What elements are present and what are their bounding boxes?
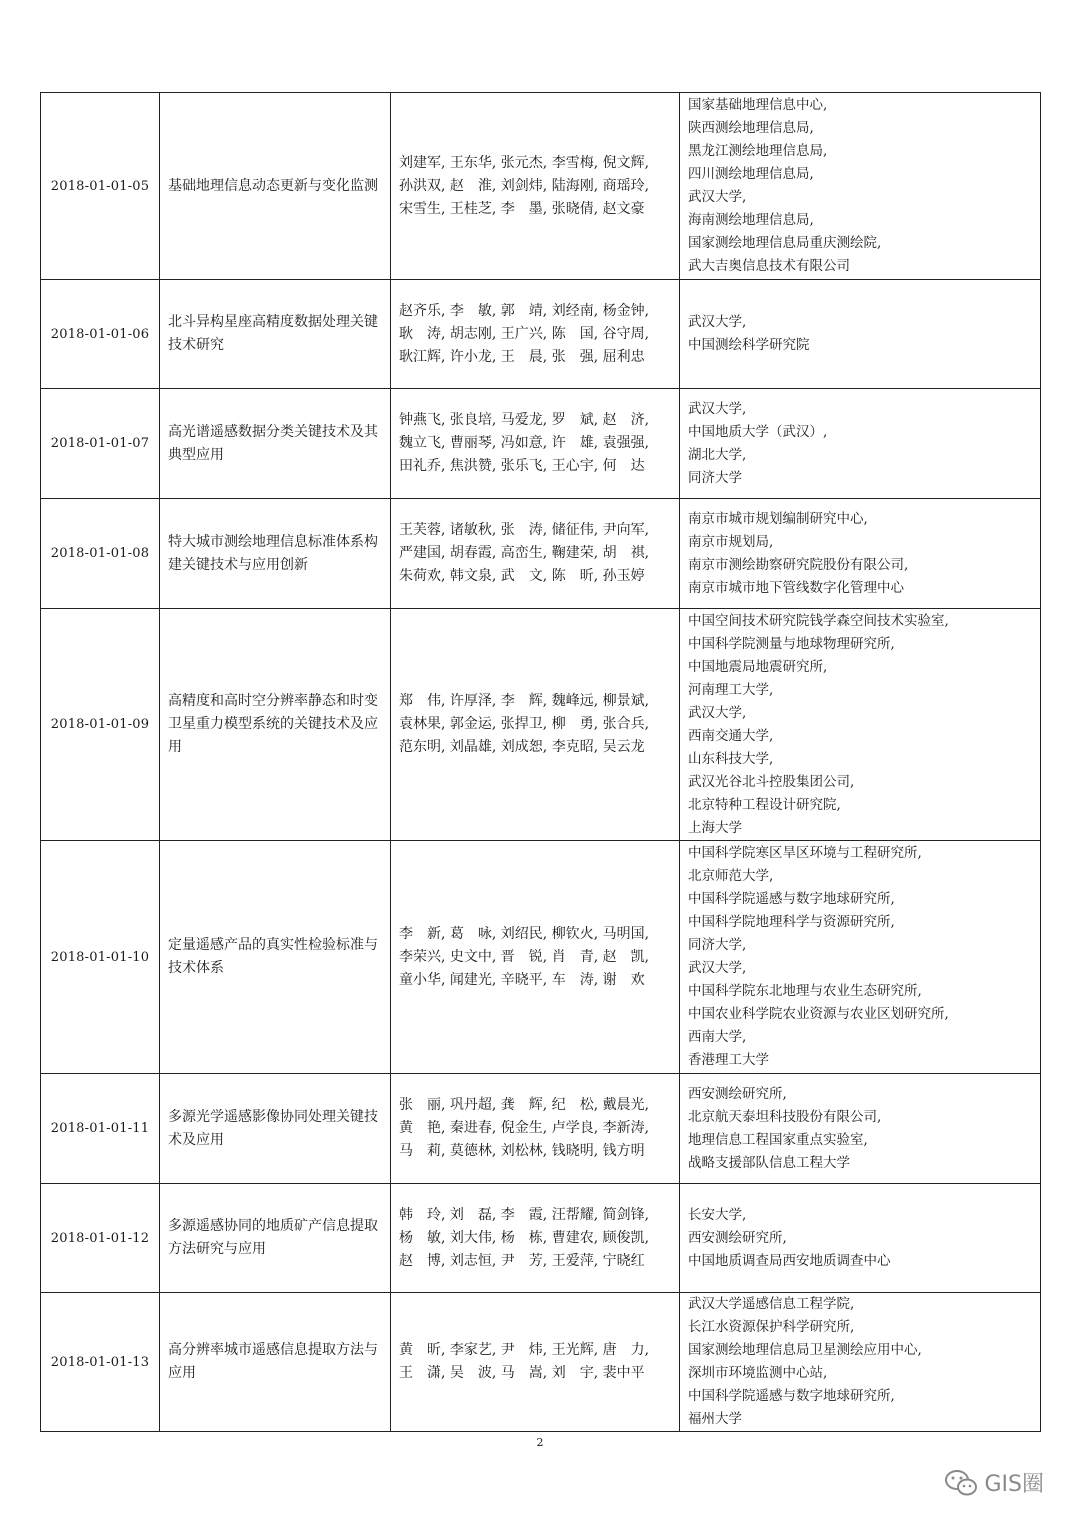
project-people: 赵齐乐, 李 敏, 郭 靖, 刘经南, 杨金钟, 耿 涛, 胡志刚, 王广兴, 陈 国, 谷守周, 耿江辉, 许小龙, 王 晨, 张 强, 屈利忠 [391, 280, 680, 389]
project-people: 李 新, 葛 咏, 刘绍民, 柳钦火, 马明国, 李荣兴, 史文中, 晋 锐, 肖 青, 赵 凯, 童小华, 闻建光, 辛晓平, 车 涛, 谢 欢 [391, 841, 680, 1074]
watermark [944, 1467, 1044, 1498]
project-title: 高精度和高时空分辨率静态和时变卫星重力模型系统的关键技术及应用 [160, 609, 391, 841]
project-id: 2018-01-01-09 [41, 609, 160, 841]
page-number: 2 [536, 1436, 544, 1449]
table-row [41, 93, 1041, 280]
table-row [41, 499, 1041, 609]
project-title: 基础地理信息动态更新与变化监测 [160, 93, 391, 280]
wechat-icon [944, 1469, 978, 1497]
table-row [41, 1184, 1041, 1293]
project-people: 郑 伟, 许厚泽, 李 辉, 魏峰远, 柳景斌, 袁林果, 郭金运, 张捍卫, 柳 勇, 张合兵, 范东明, 刘晶雄, 刘成恕, 李克昭, 吴云龙 [391, 609, 680, 841]
project-title: 高分辨率城市遥感信息提取方法与应用 [160, 1293, 391, 1432]
table-row [41, 1293, 1041, 1432]
project-title: 北斗异构星座高精度数据处理关键技术研究 [160, 280, 391, 389]
project-people: 钟燕飞, 张良培, 马爱龙, 罗 斌, 赵 济, 魏立飞, 曹丽琴, 冯如意, 许 雄, 袁强强, 田礼乔, 焦洪赞, 张乐飞, 王心宇, 何 达 [391, 389, 680, 499]
project-orgs: 中国空间技术研究院钱学森空间技术实验室, 中国科学院测量与地球物理研究所, 中国地震局地震研究所, 河南理工大学, 武汉大学, 西南交通大学, 山东科技大学, 武汉光谷北斗控股集团公司, 北京特种工程设计研究院, 上海大学 [680, 609, 1041, 841]
project-title: 定量遥感产品的真实性检验标准与技术体系 [160, 841, 391, 1074]
project-id: 2018-01-01-13 [41, 1293, 160, 1432]
project-people: 黄 昕, 李家艺, 尹 炜, 王光辉, 唐 力, 王 潇, 吴 波, 马 嵩, 刘 宇, 裴中平 [391, 1293, 680, 1432]
project-orgs: 南京市城市规划编制研究中心, 南京市规划局, 南京市测绘勘察研究院股份有限公司, 南京市城市地下管线数字化管理中心 [680, 499, 1041, 609]
project-people: 韩 玲, 刘 磊, 李 霞, 汪帮耀, 简剑锋, 杨 敏, 刘大伟, 杨 栋, 曹建农, 顾俊凯, 赵 博, 刘志恒, 尹 芳, 王爱萍, 宁晓红 [391, 1184, 680, 1293]
watermark-label: GIS圈 [984, 1472, 1044, 1497]
project-orgs: 长安大学, 西安测绘研究所, 中国地质调查局西安地质调查中心 [680, 1184, 1041, 1293]
project-title: 多源光学遥感影像协同处理关键技术及应用 [160, 1074, 391, 1184]
project-title: 特大城市测绘地理信息标准体系构建关键技术与应用创新 [160, 499, 391, 609]
project-title: 高光谱遥感数据分类关键技术及其典型应用 [160, 389, 391, 499]
table-row [41, 609, 1041, 841]
table-row [41, 841, 1041, 1074]
project-orgs: 中国科学院寒区旱区环境与工程研究所, 北京师范大学, 中国科学院遥感与数字地球研究所, 中国科学院地理科学与资源研究所, 同济大学, 武汉大学, 中国科学院东北地理与农业生态研究所, 中国农业科学院农业资源与农业区划研究所, 西南大学, 香港理工大学 [680, 841, 1041, 1074]
project-id: 2018-01-01-07 [41, 389, 160, 499]
table-row [41, 1074, 1041, 1184]
project-people: 王芙蓉, 诸敏秋, 张 涛, 储征伟, 尹向军, 严建国, 胡春霞, 高峦生, 鞠建荣, 胡 祺, 朱荷欢, 韩文泉, 武 文, 陈 昕, 孙玉婷 [391, 499, 680, 609]
project-id: 2018-01-01-06 [41, 280, 160, 389]
project-orgs: 国家基础地理信息中心, 陕西测绘地理信息局, 黑龙江测绘地理信息局, 四川测绘地理信息局, 武汉大学, 海南测绘地理信息局, 国家测绘地理信息局重庆测绘院, 武大吉奥信息技术有限公司 [680, 93, 1041, 280]
project-id: 2018-01-01-10 [41, 841, 160, 1074]
project-orgs: 武汉大学, 中国测绘科学研究院 [680, 280, 1041, 389]
project-id: 2018-01-01-08 [41, 499, 160, 609]
project-id: 2018-01-01-11 [41, 1074, 160, 1184]
project-orgs: 武汉大学遥感信息工程学院, 长江水资源保护科学研究所, 国家测绘地理信息局卫星测绘应用中心, 深圳市环境监测中心站, 中国科学院遥感与数字地球研究所, 福州大学 [680, 1293, 1041, 1432]
project-orgs: 武汉大学, 中国地质大学（武汉）, 湖北大学, 同济大学 [680, 389, 1041, 499]
project-people: 刘建军, 王东华, 张元杰, 李雪梅, 倪文辉, 孙洪双, 赵 淮, 刘剑炜, 陆海刚, 商瑶玲, 宋雪生, 王桂芝, 李 墨, 张晓倩, 赵文豪 [391, 93, 680, 280]
table-row [41, 280, 1041, 389]
project-title: 多源遥感协同的地质矿产信息提取方法研究与应用 [160, 1184, 391, 1293]
project-people: 张 丽, 巩丹超, 龚 辉, 纪 松, 戴晨光, 黄 艳, 秦进春, 倪金生, 卢学良, 李新涛, 马 莉, 莫德林, 刘松林, 钱晓明, 钱方明 [391, 1074, 680, 1184]
project-id: 2018-01-01-12 [41, 1184, 160, 1293]
project-orgs: 西安测绘研究所, 北京航天泰坦科技股份有限公司, 地理信息工程国家重点实验室, 战略支援部队信息工程大学 [680, 1074, 1041, 1184]
awards-table [40, 92, 1041, 1432]
table-row [41, 389, 1041, 499]
project-id: 2018-01-01-05 [41, 93, 160, 280]
